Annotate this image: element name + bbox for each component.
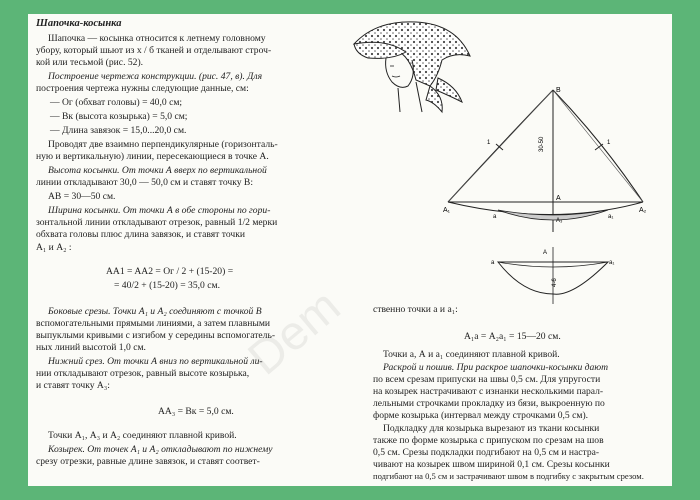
label-one-right: 1 [607,140,611,146]
formula: АА₃ = Вк = 5,0 см. [158,406,234,417]
sides-line: Боковые срезы. Точки А₁ и А₂ соединяют с точкой В [48,306,262,317]
label-A: А [556,195,561,202]
right-line: лельными строчками прокладку из бязи, выкроенную по [373,398,605,409]
end-line: Точки А₁, А₃ и А₂ соединяют плавной кривой. [48,430,237,441]
watermark: Dem [238,279,351,386]
right-line: 0,5 см. Срезы подкладки подгибают на 0,5 см и настра- [373,447,600,458]
intro-line: убору, который шьют из х / б тканей и отделывают строч- [36,45,272,56]
end-line: срезу отрезки, равные длине завязок, и ставят соответ- [36,456,260,467]
sides-line: выпуклыми кривыми с изгибом у середины вспомогатель- [36,330,276,341]
label-A2: А₂ [639,207,647,214]
bottom-line: и ставят точку А₃: [36,380,110,391]
label-B: В [556,87,561,94]
right-top-line: ственно точки а и а₁: [373,304,458,315]
right-line: также по форме козырька с припуском по срезам на шов [373,435,604,446]
right-line: по всем срезам припуски на швы 0,5 см. Для упругости [373,374,601,385]
bottom-line: нии откладывают отрезок, равный высоте козырька, [36,368,250,379]
body-line: А₁ и А₂ : [36,242,72,253]
measure-item: — Ог (обхват головы) = 40,0 см; [50,97,183,108]
construction-diagram [443,82,648,307]
sides-line: вспомогательными прямыми линиями, а затем плавными [36,318,271,329]
formula: = 40/2 + (15-20) = 35,0 см. [114,280,220,291]
end-line: Козырек. От точек А₁ и А₂ откладывают по нижнему [48,444,273,455]
label-A-visor: А [543,250,548,256]
measure-item: — Длина завязок = 15,0...20,0 см. [50,125,187,136]
construction-heading: Построение чертежа конструкции. (рис. 47, в). Для [48,71,263,82]
formula: AA1 = AA2 = Ог / 2 + (15-20) = [106,266,234,277]
label-one-left: 1 [487,140,491,146]
label-a: а [493,214,497,220]
right-line: на козырек настрачивают с изнанки несколькими парал- [373,386,604,397]
label-height: 30-50 [539,136,545,152]
body-line: обхвата головы плюс длина завязок, и ставят точки [36,229,246,240]
body-line: Ширина косынки. От точки А в обе стороны по гори- [48,205,271,216]
right-line: Подкладку для козырька вырезают из ткани косынки [383,423,600,434]
body-line: Проводят две взаимно перпендикулярные (горизонталь- [48,139,278,150]
body-line: Высота косынки. От точки А вверх по вертикальной [48,165,267,176]
formula: А₁а = А₂а₁ = 15—20 см. [464,331,561,342]
label-A3: А₃ [556,218,563,224]
body-line: зонтальной линии откладывают отрезок, равный 1/2 мерки [36,217,278,228]
body-line: AB = 30—50 см. [48,191,116,202]
body-line: ную и вертикальную) линии, пересекающиеся в точке А. [36,151,269,162]
right-line: Раскрой и пошив. При раскрое шапочки-косынки дают [383,362,609,373]
label-a-visor: а [491,260,495,266]
intro-line: кой или тесьмой (рис. 52). [36,57,144,68]
label-A1: А₁ [443,207,451,214]
construction-line: построения чертежа нужны следующие данные, см: [36,83,249,94]
document-page [28,14,672,486]
label-a1: а₁ [608,214,614,220]
bottom-line: Нижний срез. От точки А вниз по вертикальной ли- [48,356,263,367]
body-line: линии откладывают 30,0 — 50,0 см и ставят точку В: [36,177,253,188]
right-line: форме козырька (интервал между строчками 0,5 см). [373,410,589,421]
right-line: подгибают на 0,5 см и застрачивают швом в подгибку с закрытым срезом. [373,471,644,481]
measure-item: — Вк (высота козырька) = 5,0 см; [50,111,188,122]
right-line: чивают на козырек швом шириной 0,1 см. Срезы косынки [373,459,610,470]
intro-line: Шапочка — косынка относится к летнему головному [48,33,266,44]
right-line: Точки а, А и а₁ соединяют плавной кривой. [383,349,560,360]
sides-line: ных линий высотой 1,0 см. [36,342,146,353]
label-a1-visor: а₁ [609,260,615,266]
label-visor-height: 4-6 [552,278,558,287]
page-title: Шапочка-косынка [36,18,122,29]
